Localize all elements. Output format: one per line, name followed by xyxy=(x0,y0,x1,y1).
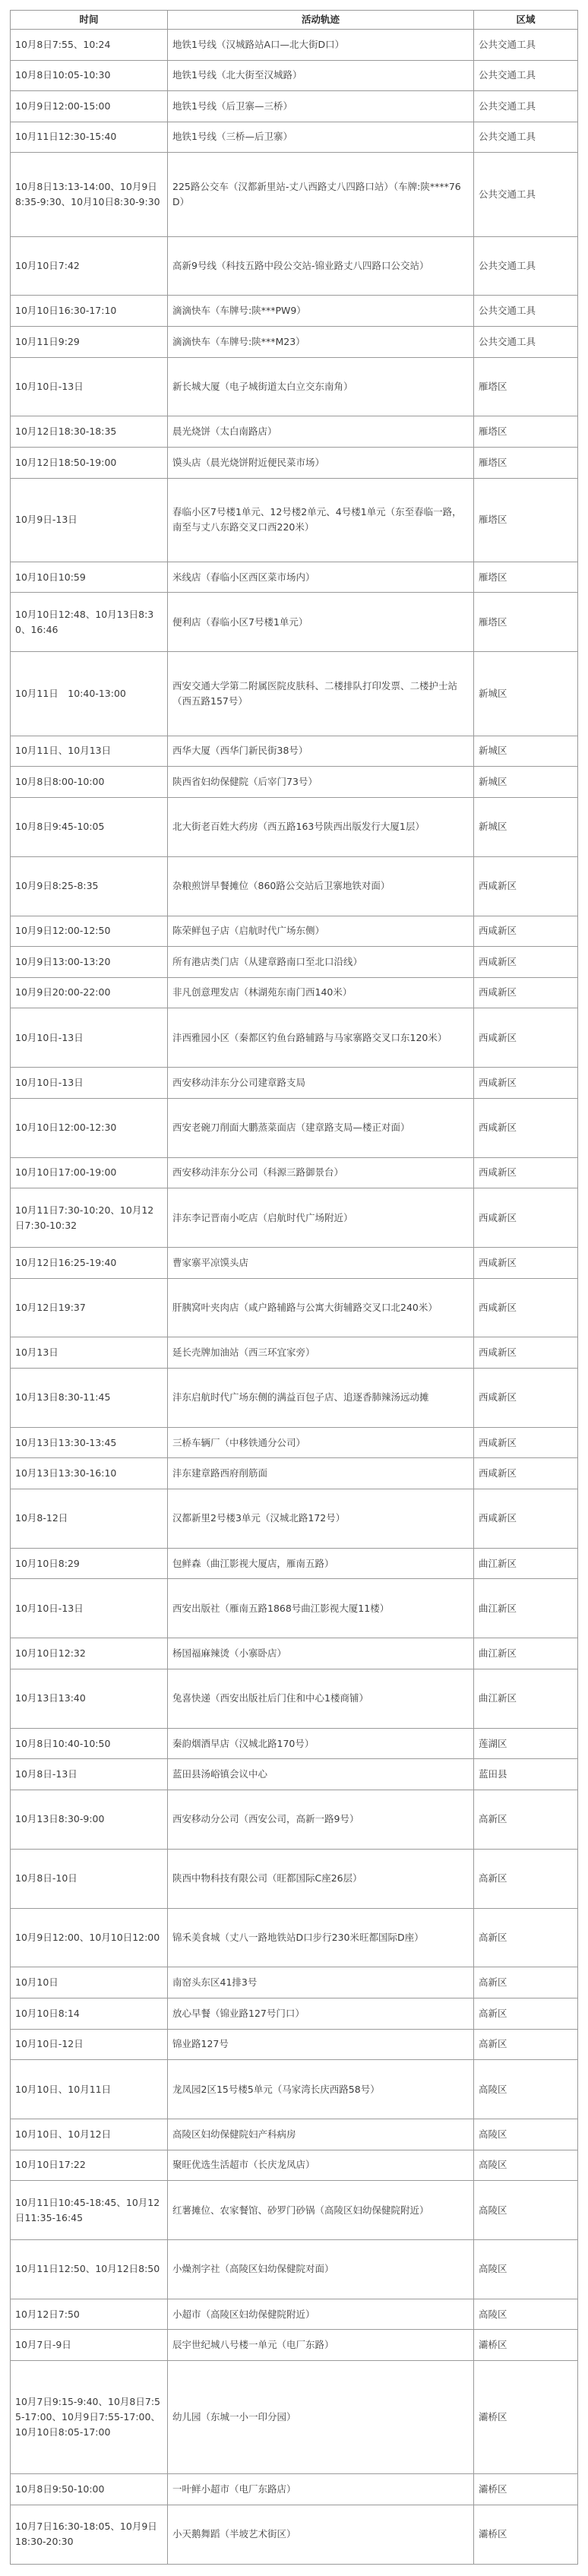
table-row xyxy=(11,478,578,562)
area-cell: 雁塔区 xyxy=(474,357,578,416)
time-cell: 10月11日12:30-15:40 xyxy=(11,122,168,153)
time-cell: 10月8日7:55、10:24 xyxy=(11,30,168,61)
activity-cell: 辰宇世纪城八号楼一单元（电厂东路） xyxy=(168,2330,474,2361)
time-cell: 10月11日10:45-18:45、10月12日11:35-16:45 xyxy=(11,2181,168,2240)
activity-cell: 杨国福麻辣烫（小寨卧店） xyxy=(168,1638,474,1669)
activity-cell: 汉都新里2号楼3单元（汉城北路172号） xyxy=(168,1489,474,1548)
table-row xyxy=(11,2505,578,2564)
area-cell: 曲江新区 xyxy=(474,1638,578,1669)
table-row xyxy=(11,1098,578,1157)
area-cell: 蓝田县 xyxy=(474,1759,578,1790)
activity-cell: 沣西雅园小区（秦都区钓鱼台路辅路与马家寨路交叉口东120米） xyxy=(168,1008,474,1068)
activity-cell: 地铁1号线（后卫寨—三桥） xyxy=(168,91,474,122)
time-cell: 10月10日7:42 xyxy=(11,236,168,296)
table-row xyxy=(11,1458,578,1489)
area-cell: 西咸新区 xyxy=(474,1098,578,1157)
area-cell: 西咸新区 xyxy=(474,1489,578,1548)
area-cell: 高陵区 xyxy=(474,2060,578,2119)
activity-cell: 三桥车辆厂（中移铁通分公司） xyxy=(168,1427,474,1458)
time-cell: 10月10日-13日 xyxy=(11,1068,168,1099)
area-cell: 灞桥区 xyxy=(474,2474,578,2505)
area-cell: 高新区 xyxy=(474,1998,578,2030)
table-row xyxy=(11,2240,578,2299)
table-row xyxy=(11,153,578,236)
activity-cell: 沣东建章路西府削筋面 xyxy=(168,1458,474,1489)
activity-cell: 锦禾美食城（丈八一路地铁站D口步行230米旺都国际D座） xyxy=(168,1908,474,1967)
activity-cell: 沣东启航时代广场东侧的满益百包子店、追逐香肺辣汤远动摊 xyxy=(168,1368,474,1427)
area-cell: 西咸新区 xyxy=(474,916,578,947)
table-row xyxy=(11,1427,578,1458)
table-row xyxy=(11,296,578,327)
table-row xyxy=(11,2119,578,2150)
area-cell: 公共交通工具 xyxy=(474,296,578,327)
time-cell: 10月11日7:30-10:20、10月12日7:30-10:32 xyxy=(11,1188,168,1248)
table-row xyxy=(11,2361,578,2474)
area-cell: 公共交通工具 xyxy=(474,122,578,153)
activity-cell: 春临小区7号楼1单元、12号楼2单元、4号楼1单元（东至春临一路，南至与丈八东路交叉口西220米） xyxy=(168,478,474,562)
area-cell: 新城区 xyxy=(474,736,578,767)
table-row xyxy=(11,60,578,91)
activity-cell: 西安移动沣东分公司建章路支局 xyxy=(168,1068,474,1099)
activity-cell: 兔喜快递（西安出版社后门住和中心1楼商铺） xyxy=(168,1669,474,1728)
area-cell: 公共交通工具 xyxy=(474,91,578,122)
table-row xyxy=(11,1489,578,1548)
activity-cell: 地铁1号线（三桥—后卫寨） xyxy=(168,122,474,153)
activity-cell: 高新9号线（科技五路中段公交站-锦业路丈八四路口公交站） xyxy=(168,236,474,296)
area-cell: 曲江新区 xyxy=(474,1579,578,1638)
table-row xyxy=(11,1548,578,1579)
time-cell: 10月10日12:48、10月13日8:30、16:46 xyxy=(11,593,168,652)
area-cell: 西咸新区 xyxy=(474,1368,578,1427)
table-row xyxy=(11,1967,578,1998)
area-cell: 西咸新区 xyxy=(474,1068,578,1099)
table-header xyxy=(11,11,578,30)
time-cell: 10月8日9:45-10:05 xyxy=(11,797,168,856)
time-cell: 10月9日20:00-22:00 xyxy=(11,977,168,1008)
activity-cell: 红薯摊位、农家餐馆、砂罗门砂锅（高陵区妇幼保健院附近） xyxy=(168,2181,474,2240)
activity-cell: 小燥剂字社（高陵区妇幼保健院对面） xyxy=(168,2240,474,2299)
activity-cell: 幼儿园（东城一小一印分园） xyxy=(168,2361,474,2474)
time-cell: 10月8-12日 xyxy=(11,1489,168,1548)
time-cell: 10月8日10:40-10:50 xyxy=(11,1728,168,1759)
activity-cell: 锦业路127号 xyxy=(168,2029,474,2060)
activity-cell: 所有港店类门店（从建章路南口至北口沿线） xyxy=(168,947,474,978)
time-cell: 10月10日17:00-19:00 xyxy=(11,1157,168,1188)
time-cell: 10月11日9:29 xyxy=(11,327,168,358)
table-body xyxy=(11,30,578,2565)
area-cell: 高陵区 xyxy=(474,2181,578,2240)
area-cell: 高新区 xyxy=(474,1849,578,1908)
time-cell: 10月13日 xyxy=(11,1337,168,1369)
header-area: 区域 xyxy=(474,11,578,30)
table-row xyxy=(11,947,578,978)
time-cell: 10月10日8:14 xyxy=(11,1998,168,2030)
table-row xyxy=(11,2330,578,2361)
activity-cell: 滴滴快车（车牌号:陕***M23） xyxy=(168,327,474,358)
time-cell: 10月10日-13日 xyxy=(11,1008,168,1068)
time-cell: 10月10日、10月11日 xyxy=(11,2060,168,2119)
table-row xyxy=(11,2060,578,2119)
activity-cell: 非凡创意理发店（林湖苑东南门西140米） xyxy=(168,977,474,1008)
area-cell: 曲江新区 xyxy=(474,1548,578,1579)
activity-cell: 沣东李记晋南小吃店（启航时代广场附近） xyxy=(168,1188,474,1248)
time-cell: 10月8日13:13-14:00、10月9日8:35-9:30、10月10日8:30-9:30 xyxy=(11,153,168,236)
table-row xyxy=(11,416,578,448)
time-cell: 10月10日 xyxy=(11,1967,168,1998)
activity-cell: 225路公交车（汉都新里站-丈八西路丈八四路口站）（车牌:陕****76D） xyxy=(168,153,474,236)
time-cell: 10月13日8:30-9:00 xyxy=(11,1790,168,1849)
table-row xyxy=(11,593,578,652)
area-cell: 高新区 xyxy=(474,1790,578,1849)
time-cell: 10月8日8:00-10:00 xyxy=(11,767,168,798)
table-row xyxy=(11,2181,578,2240)
activity-cell: 便利店（春临小区7号楼1单元） xyxy=(168,593,474,652)
time-cell: 10月9日12:00-15:00 xyxy=(11,91,168,122)
table-row xyxy=(11,767,578,798)
area-cell: 西咸新区 xyxy=(474,1157,578,1188)
area-cell: 西咸新区 xyxy=(474,1247,578,1278)
area-cell: 西咸新区 xyxy=(474,1427,578,1458)
table-row xyxy=(11,736,578,767)
area-cell: 高陵区 xyxy=(474,2119,578,2150)
time-cell: 10月10日16:30-17:10 xyxy=(11,296,168,327)
activity-cell: 北大街老百姓大药房（西五路163号陕西出版发行大厦1层） xyxy=(168,797,474,856)
table-row xyxy=(11,1068,578,1099)
area-cell: 雁塔区 xyxy=(474,478,578,562)
table-row xyxy=(11,327,578,358)
activity-cell: 秦韵烟酒早店（汉城北路170号） xyxy=(168,1728,474,1759)
area-cell: 高陵区 xyxy=(474,2240,578,2299)
header-time: 时间 xyxy=(11,11,168,30)
activity-cell: 西安交通大学第二附属医院皮肤科、二楼排队打印发票、二楼护士站（西五路157号） xyxy=(168,652,474,736)
time-cell: 10月8日-13日 xyxy=(11,1759,168,1790)
table-row xyxy=(11,122,578,153)
time-cell: 10月12日18:50-19:00 xyxy=(11,448,168,479)
time-cell: 10月12日19:37 xyxy=(11,1278,168,1337)
activity-cell: 小超市（高陵区妇幼保健院附近） xyxy=(168,2299,474,2330)
time-cell: 10月8日10:05-10:30 xyxy=(11,60,168,91)
table-row xyxy=(11,856,578,916)
activity-cell: 曹家寨平凉馍头店 xyxy=(168,1247,474,1278)
area-cell: 新城区 xyxy=(474,797,578,856)
header-activity: 活动轨迹 xyxy=(168,11,474,30)
activity-cell: 陕西中物科技有限公司（旺都国际C座26层） xyxy=(168,1849,474,1908)
table-row xyxy=(11,2299,578,2330)
activity-cell: 龙凤园2区15号楼5单元（马家湾长庆西路58号） xyxy=(168,2060,474,2119)
area-cell: 西咸新区 xyxy=(474,1008,578,1068)
activity-cell: 西安出版社（雁南五路1868号曲江影视大厦11楼） xyxy=(168,1579,474,1638)
time-cell: 10月10日-13日 xyxy=(11,1579,168,1638)
time-cell: 10月12日7:50 xyxy=(11,2299,168,2330)
table-row xyxy=(11,1157,578,1188)
table-row xyxy=(11,652,578,736)
time-cell: 10月10日12:00-12:30 xyxy=(11,1098,168,1157)
table-row xyxy=(11,30,578,61)
time-cell: 10月11日12:50、10月12日8:50 xyxy=(11,2240,168,2299)
table-row xyxy=(11,1759,578,1790)
table-row xyxy=(11,916,578,947)
table-row xyxy=(11,977,578,1008)
time-cell: 10月7日-9日 xyxy=(11,2330,168,2361)
table-row xyxy=(11,448,578,479)
header-row xyxy=(11,11,578,30)
activity-cell: 放心早餐（锦业路127号门口） xyxy=(168,1998,474,2030)
table-row xyxy=(11,2029,578,2060)
activity-cell: 西安老碗刀削面大鹏蒸菜面店（建章路支局—楼正对面） xyxy=(168,1098,474,1157)
time-cell: 10月10日8:29 xyxy=(11,1548,168,1579)
activity-cell: 米线店（春临小区西区菜市场内） xyxy=(168,562,474,593)
time-cell: 10月7日16:30-18:05、10月9日18:30-20:30 xyxy=(11,2505,168,2564)
activity-cell: 包鲜森（曲江影视大厦店，雁南五路） xyxy=(168,1548,474,1579)
activity-cell: 杂粮煎饼早餐摊位（860路公交站后卫寨地铁对面） xyxy=(168,856,474,916)
time-cell: 10月13日13:30-16:10 xyxy=(11,1458,168,1489)
table-row xyxy=(11,1579,578,1638)
area-cell: 公共交通工具 xyxy=(474,327,578,358)
time-cell: 10月8日-10日 xyxy=(11,1849,168,1908)
activity-cell: 西华大厦（西华门新民街38号） xyxy=(168,736,474,767)
activity-cell: 蓝田县汤峪镇会议中心 xyxy=(168,1759,474,1790)
table-row xyxy=(11,1728,578,1759)
activity-cell: 西安移动沣东分公司（科源三路御景台） xyxy=(168,1157,474,1188)
time-cell: 10月7日9:15-9:40、10月8日7:55-17:00、10月9日7:55-17:00、10月10日8:05-17:00 xyxy=(11,2361,168,2474)
time-cell: 10月11日 10:40-13:00 xyxy=(11,652,168,736)
time-cell: 10月10日17:22 xyxy=(11,2150,168,2181)
area-cell: 西咸新区 xyxy=(474,1337,578,1369)
area-cell: 灞桥区 xyxy=(474,2361,578,2474)
table-row xyxy=(11,1998,578,2030)
area-cell: 高陵区 xyxy=(474,2150,578,2181)
table-row xyxy=(11,1849,578,1908)
table-row xyxy=(11,1337,578,1369)
area-cell: 灞桥区 xyxy=(474,2330,578,2361)
table-row xyxy=(11,236,578,296)
time-cell: 10月8日9:50-10:00 xyxy=(11,2474,168,2505)
area-cell: 新城区 xyxy=(474,652,578,736)
activity-cell: 一叶鲜小超市（电厂东路店） xyxy=(168,2474,474,2505)
area-cell: 雁塔区 xyxy=(474,448,578,479)
activity-cell: 晨光烧饼（太白南路店） xyxy=(168,416,474,448)
activity-cell: 地铁1号线（北大街至汉城路） xyxy=(168,60,474,91)
area-cell: 莲湖区 xyxy=(474,1728,578,1759)
table-row xyxy=(11,2474,578,2505)
activity-cell: 滴滴快车（车牌号:陕***PW9） xyxy=(168,296,474,327)
activity-cell: 陈荣鲜包子店（启航时代广场东侧） xyxy=(168,916,474,947)
activity-cell: 西安移动分公司（西安公司，高新一路9号） xyxy=(168,1790,474,1849)
time-cell: 10月9日12:00-12:50 xyxy=(11,916,168,947)
area-cell: 西咸新区 xyxy=(474,947,578,978)
time-cell: 10月9日12:00、10月10日12:00 xyxy=(11,1908,168,1967)
time-cell: 10月9日-13日 xyxy=(11,478,168,562)
area-cell: 高新区 xyxy=(474,1967,578,1998)
time-cell: 10月10日10:59 xyxy=(11,562,168,593)
area-cell: 高陵区 xyxy=(474,2299,578,2330)
area-cell: 西咸新区 xyxy=(474,1188,578,1248)
activity-cell: 陕西省妇幼保健院（后宰门73号） xyxy=(168,767,474,798)
activity-cell: 地铁1号线（汉城路站A口—北大街D口） xyxy=(168,30,474,61)
table-row xyxy=(11,91,578,122)
table-row xyxy=(11,1908,578,1967)
activity-cell: 肝胰窝叶夹肉店（咸户路辅路与公寓大街辅路交叉口北240米） xyxy=(168,1278,474,1337)
time-cell: 10月9日8:25-8:35 xyxy=(11,856,168,916)
activity-cell: 新长城大厦（电子城街道太白立交东南角） xyxy=(168,357,474,416)
area-cell: 高新区 xyxy=(474,2029,578,2060)
table-row xyxy=(11,562,578,593)
activity-cell: 高陵区妇幼保健院妇产科病房 xyxy=(168,2119,474,2150)
activity-cell: 南窑头东区41排3号 xyxy=(168,1967,474,1998)
table-row xyxy=(11,1669,578,1728)
time-cell: 10月10日12:32 xyxy=(11,1638,168,1669)
area-cell: 西咸新区 xyxy=(474,1458,578,1489)
time-cell: 10月12日16:25-19:40 xyxy=(11,1247,168,1278)
area-cell: 高新区 xyxy=(474,1908,578,1967)
table-row xyxy=(11,2150,578,2181)
time-cell: 10月13日13:40 xyxy=(11,1669,168,1728)
time-cell: 10月13日13:30-13:45 xyxy=(11,1427,168,1458)
table-row xyxy=(11,1008,578,1068)
activity-cell: 聚旺优选生活超市（长庆龙凤店） xyxy=(168,2150,474,2181)
area-cell: 西咸新区 xyxy=(474,856,578,916)
time-cell: 10月9日13:00-13:20 xyxy=(11,947,168,978)
time-cell: 10月10日、10月12日 xyxy=(11,2119,168,2150)
table-row xyxy=(11,1368,578,1427)
area-cell: 公共交通工具 xyxy=(474,236,578,296)
activity-cell: 馍头店（晨光烧饼附近便民菜市场） xyxy=(168,448,474,479)
trace-table xyxy=(10,10,578,2565)
area-cell: 公共交通工具 xyxy=(474,60,578,91)
area-cell: 曲江新区 xyxy=(474,1669,578,1728)
area-cell: 灞桥区 xyxy=(474,2505,578,2564)
area-cell: 新城区 xyxy=(474,767,578,798)
area-cell: 公共交通工具 xyxy=(474,153,578,236)
time-cell: 10月10日-12日 xyxy=(11,2029,168,2060)
area-cell: 西咸新区 xyxy=(474,977,578,1008)
area-cell: 公共交通工具 xyxy=(474,30,578,61)
table-row xyxy=(11,1638,578,1669)
activity-cell: 延长壳牌加油站（西三环宜家旁） xyxy=(168,1337,474,1369)
area-cell: 雁塔区 xyxy=(474,562,578,593)
time-cell: 10月10日-13日 xyxy=(11,357,168,416)
table-row xyxy=(11,1278,578,1337)
time-cell: 10月13日8:30-11:45 xyxy=(11,1368,168,1427)
table-row xyxy=(11,357,578,416)
area-cell: 雁塔区 xyxy=(474,416,578,448)
table-row xyxy=(11,1188,578,1248)
time-cell: 10月11日、10月13日 xyxy=(11,736,168,767)
area-cell: 雁塔区 xyxy=(474,593,578,652)
area-cell: 西咸新区 xyxy=(474,1278,578,1337)
time-cell: 10月12日18:30-18:35 xyxy=(11,416,168,448)
activity-cell: 小天鹅舞蹈（半坡艺术街区） xyxy=(168,2505,474,2564)
table-row xyxy=(11,1247,578,1278)
table-row xyxy=(11,1790,578,1849)
table-row xyxy=(11,797,578,856)
